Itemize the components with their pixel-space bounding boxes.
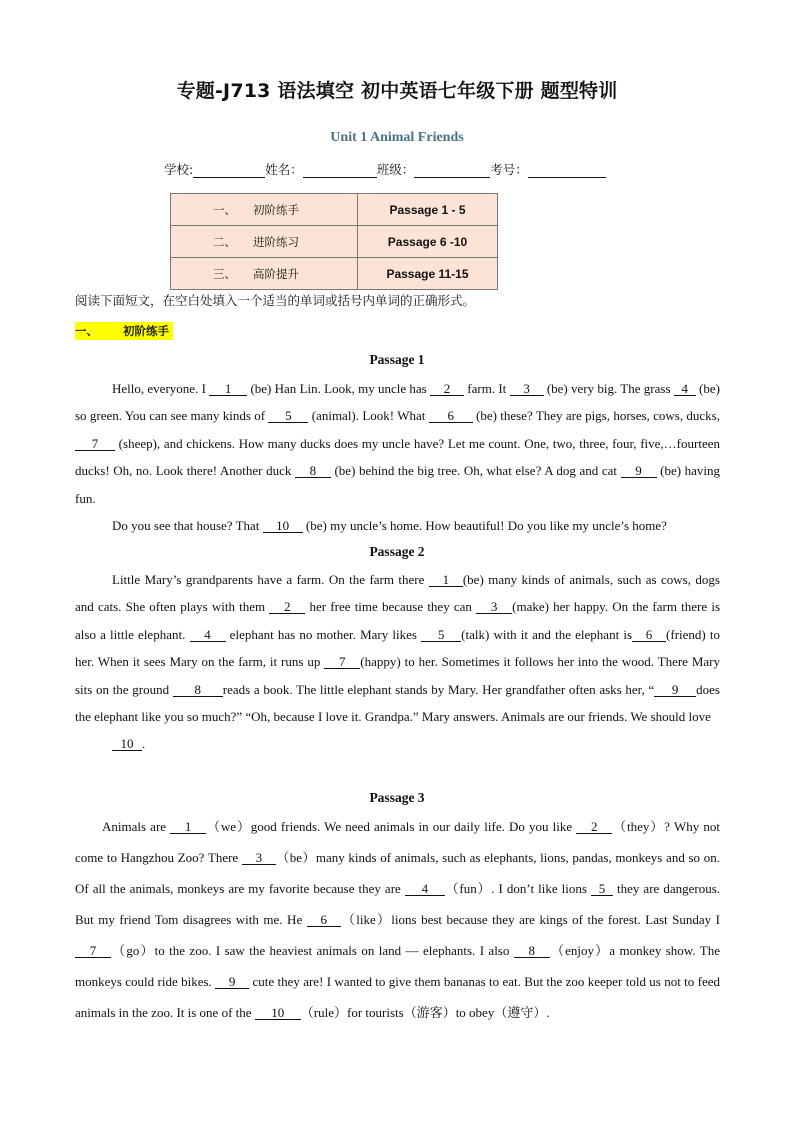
blank-5[interactable]: 5 [421,628,461,642]
toc-range: Passage 11-15 [358,258,498,290]
blank-7[interactable]: 7 [75,944,111,958]
blank-6[interactable]: 6 [632,628,666,642]
blank-4[interactable]: 4 [674,382,696,396]
passage-2-title: Passage 2 [369,544,425,559]
blank-8[interactable]: 8 [295,464,331,478]
blank-2[interactable]: 2 [576,820,612,834]
blank-2[interactable]: 2 [430,382,464,396]
passage-3-text: Animals are 1 （we）good friends. We need animals in our daily life. Do you like 2 （they）? Why not come to Hangzhou Zoo? There 3 （be）many kinds of animals, such as elephants, lions, pandas, monkeys and so on. Of all the animals, monkeys are my favorite because they are 4 （fun）. I don’t like lions 5 they are dangerous. But my friend Tom disagrees with me. He 6 （like）lions best because they are kings of the forest. Last Sunday I 7 （go）to the zoo. I saw the heaviest animals on land — elephants. I also 8 （enjoy）a monkey show. The monkeys could ride bikes. 9 cute they are! I wanted to give them bananas to eat. But the zoo keeper told us not to feed animals in the zoo. It is one of the 10 （rule）for tourists（游客）to obey（遵守）. [75,819,720,1020]
blank-1[interactable]: 1 [209,382,247,396]
blank-10[interactable]: 10 [263,519,303,533]
blank-6[interactable]: 6 [307,913,341,927]
passage-3-title: Passage 3 [369,790,425,805]
passage-1-title: Passage 1 [369,352,425,367]
toc-num: 一、 [213,202,236,217]
blank-9[interactable]: 9 [654,683,696,697]
blank-2[interactable]: 2 [269,600,305,614]
blank-4[interactable]: 4 [190,628,226,642]
passage-2-text: Little Mary’s grandparents have a farm. On the farm there 1 (be) many kinds of animals, such as cows, dogs and cats. She often plays with them 2 her free time because they can 3 (make) her happy. On the farm there is also a little elephant. 4 elephant has no mother. Mary likes 5 (talk) with it and the elephant is 6 (friend) to her. When it sees Mary on the farm, it runs up 7 (happy) to her. Sometimes it follows her into the wood. There Mary sits on the ground 8 reads a book. The little elephant stands by Mary. Her grandfather often asks her, “ 9 does the elephant like you so much?” “Oh, because I love it. Grandpa.” Mary answers. Animals are our friends. We should love 10 . [75,572,721,752]
blank-3[interactable]: 3 [510,382,544,396]
toc-label: 进阶练习 [253,234,299,249]
blank-10[interactable]: 10 [255,1006,301,1020]
table-row [171,258,498,290]
blank-10[interactable]: 10 [112,737,142,751]
blank-1[interactable]: 1 [429,573,463,587]
class-label: 班级： [376,162,415,177]
blank-7[interactable]: 7 [75,437,115,451]
blank-9[interactable]: 9 [621,464,657,478]
toc-range: Passage 6 -10 [358,226,498,258]
blank-3[interactable]: 3 [242,851,276,865]
blank-5[interactable]: 5 [591,882,613,896]
school-blank[interactable] [193,163,265,178]
toc-range: Passage 1 - 5 [358,194,498,226]
exam-no-blank[interactable] [528,163,606,178]
passage-1-text: Hello, everyone. I 1 (be) Han Lin. Look, my uncle has 2 farm. It 3 (be) very big. The grass 4 (be) so green. You can see many kinds of 5 (animal). Look! What 6 (be) these? They are pigs, horses, cows, ducks, 7 (sheep), and chickens. How many ducks does my uncle have? Let me count. One, two, three, four, five,…fourteen ducks! Oh, no. Look there! Another duck 8 (be) behind the big tree. Oh, what else? A dog and cat 9 (be) having fun. Do you see that house? That 10 (be) my uncle’s home. How beautiful! Do you like my uncle’s home? [75,381,720,534]
blank-1[interactable]: 1 [170,820,206,834]
section-num: 一、 [75,324,98,338]
name-blank[interactable] [303,163,377,178]
section-label: 初阶练手 [123,324,169,338]
page-title: 专题-J713 语法填空 初中英语七年级下册 题型特训 [176,80,618,102]
toc-num: 三、 [213,266,236,281]
toc-label: 高阶提升 [253,266,299,281]
blank-8[interactable]: 8 [514,944,550,958]
student-info-row [164,160,606,178]
table-row [171,194,498,226]
blank-9[interactable]: 9 [215,975,249,989]
section-heading [75,322,173,340]
name-label: 姓名： [265,162,303,177]
blank-3[interactable]: 3 [476,600,512,614]
table-row [171,226,498,258]
exam-no-label: 考号： [490,162,528,177]
class-blank[interactable] [414,163,490,178]
unit-title: Unit 1 Animal Friends [330,130,464,145]
contents-table [170,193,498,290]
instruction-text: 阅读下面短文，在空白处填入一个适当的单词或括号内单词的正确形式。 [75,293,476,308]
blank-8[interactable]: 8 [173,683,223,697]
blank-5[interactable]: 5 [268,409,308,423]
school-label: 学校: [164,162,194,177]
toc-num: 二、 [213,234,236,249]
toc-label: 初阶练手 [253,202,299,217]
blank-6[interactable]: 6 [429,409,473,423]
blank-7[interactable]: 7 [324,655,360,669]
blank-4[interactable]: 4 [405,882,445,896]
